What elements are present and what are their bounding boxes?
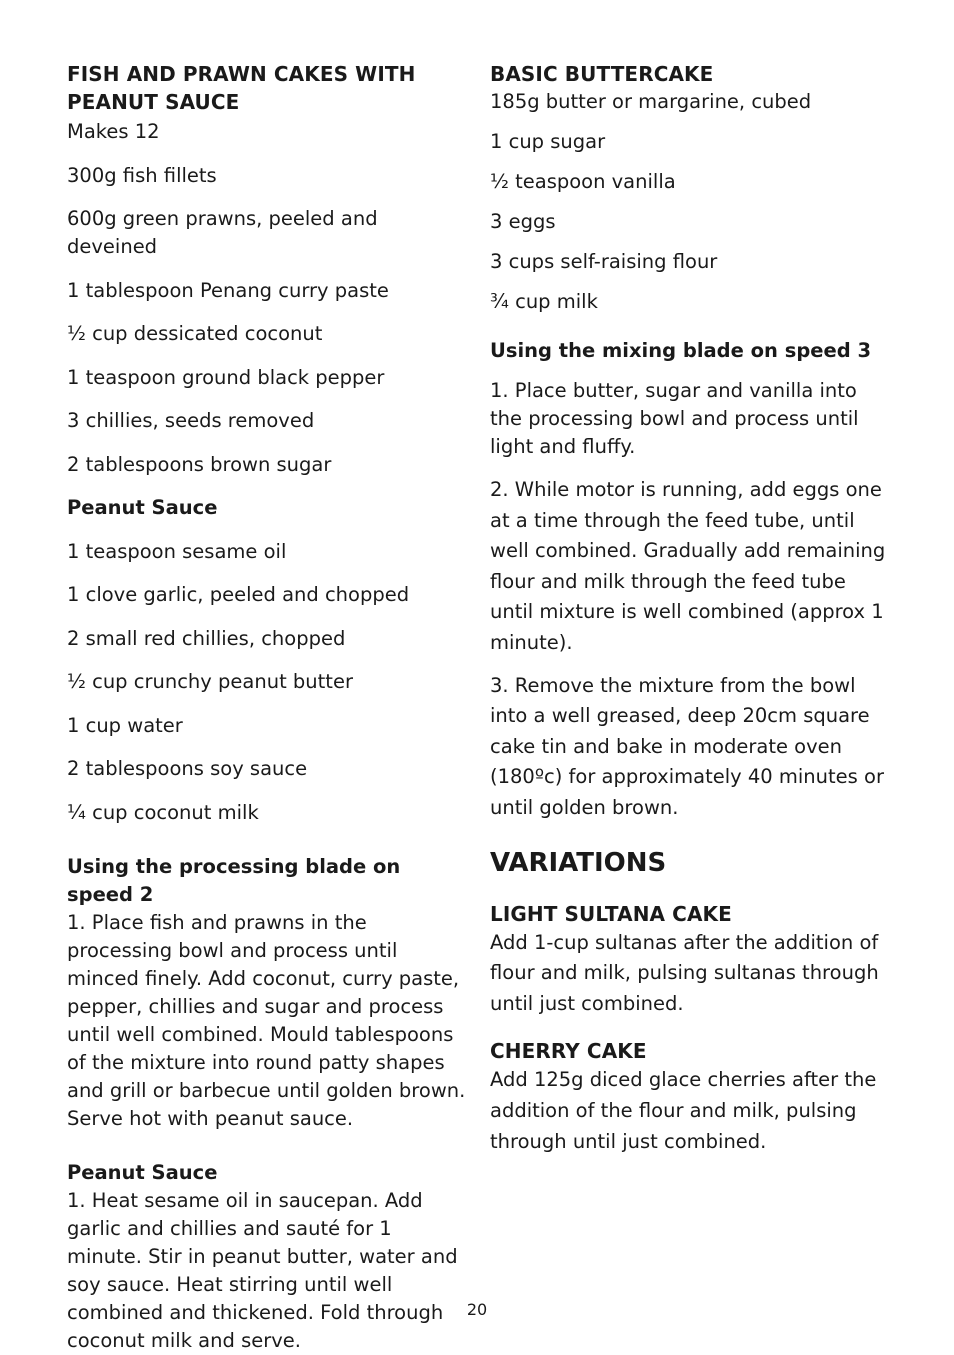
sauce-heading: Peanut Sauce <box>67 496 218 519</box>
method-heading: Using the processing blade on speed 2 <box>67 855 401 906</box>
ingredient-item: 3 chillies, seeds removed <box>67 409 315 432</box>
ingredient-item: ½ teaspoon vanilla <box>490 170 676 193</box>
variations-heading: VARIATIONS <box>490 847 667 878</box>
ingredient-item: 1 clove garlic, peeled and chopped <box>67 583 410 606</box>
ingredient-list <box>67 162 467 479</box>
method-step: 3. Remove the mixture from the bowl into a well greased, deep 20cm square cake tin and bake in moderate oven (180ºc) for approximately 40 minutes or until golden brown. <box>490 673 884 819</box>
ingredient-item: 1 teaspoon sesame oil <box>67 540 287 563</box>
right-column <box>490 60 890 1157</box>
method-step: 2. While motor is running, add eggs one at a time through the feed tube, until well combined. Gradually add remaining flour and milk through the feed tube until mixture is well combined (approx 1 minute). <box>490 478 886 654</box>
ingredient-item: ½ cup crunchy peanut butter <box>67 670 353 693</box>
sauce-method-heading: Peanut Sauce <box>67 1161 218 1184</box>
method-heading: Using the mixing blade on speed 3 <box>490 339 872 362</box>
sauce-method-text: 1. Heat sesame oil in saucepan. Add garlic and chillies and sauté for 1 minute. Stir in peanut butter, water and soy sauce. Heat stirring until well combined and thickened. Fold through coconut milk and serve. <box>67 1189 458 1352</box>
method-step: 1. Place butter, sugar and vanilla into the processing bowl and process until light and fluffy. <box>490 379 859 458</box>
ingredient-item: 1 cup water <box>67 714 183 737</box>
ingredient-item: 1 teaspoon ground black pepper <box>67 366 385 389</box>
ingredient-item: 2 small red chillies, chopped <box>67 627 346 650</box>
variation-title: CHERRY CAKE <box>490 1039 647 1064</box>
variation-text: Add 1-cup sultanas after the addition of flour and milk, pulsing sultanas through until just combined. <box>490 930 879 1015</box>
ingredient-item: 1 cup sugar <box>490 130 606 153</box>
ingredient-item: 300g fish fillets <box>67 164 217 187</box>
left-column <box>67 60 467 1355</box>
variation <box>490 1037 890 1157</box>
makes-text: Makes 12 <box>67 120 160 143</box>
variation <box>490 900 890 1020</box>
ingredient-item: 3 eggs <box>490 210 556 233</box>
ingredient-item: ¼ cup coconut milk <box>67 801 259 824</box>
variation-title: LIGHT SULTANA CAKE <box>490 901 732 926</box>
page-number: 20 <box>466 1300 488 1319</box>
ingredient-item: 185g butter or margarine, cubed <box>490 90 812 113</box>
ingredient-item: ¾ cup milk <box>490 290 598 313</box>
sauce-ingredient-list <box>67 538 467 827</box>
ingredient-item: 2 tablespoons soy sauce <box>67 757 308 780</box>
ingredient-item: 3 cups self-raising flour <box>490 250 718 273</box>
recipe-title: BASIC BUTTERCAKE <box>490 62 714 86</box>
ingredient-list <box>490 88 890 316</box>
ingredient-item: 1 tablespoon Penang curry paste <box>67 279 389 302</box>
ingredient-item: 600g green prawns, peeled and deveined <box>67 207 378 258</box>
method-text: 1. Place fish and prawns in the processing bowl and process until minced finely. Add coconut, curry paste, pepper, chillies and sugar and process until well combined. Mould tablespoons of the mixture into round patty shapes and grill or barbecue until golden brown. Serve hot with peanut sauce. <box>67 911 466 1130</box>
recipe-title: FISH AND PRAWN CAKES WITH PEANUT SAUCE <box>67 62 416 114</box>
ingredient-item: 2 tablespoons brown sugar <box>67 453 332 476</box>
ingredient-item: ½ cup dessicated coconut <box>67 322 323 345</box>
variation-text: Add 125g diced glace cherries after the addition of the flour and milk, pulsing through until just combined. <box>490 1068 877 1153</box>
